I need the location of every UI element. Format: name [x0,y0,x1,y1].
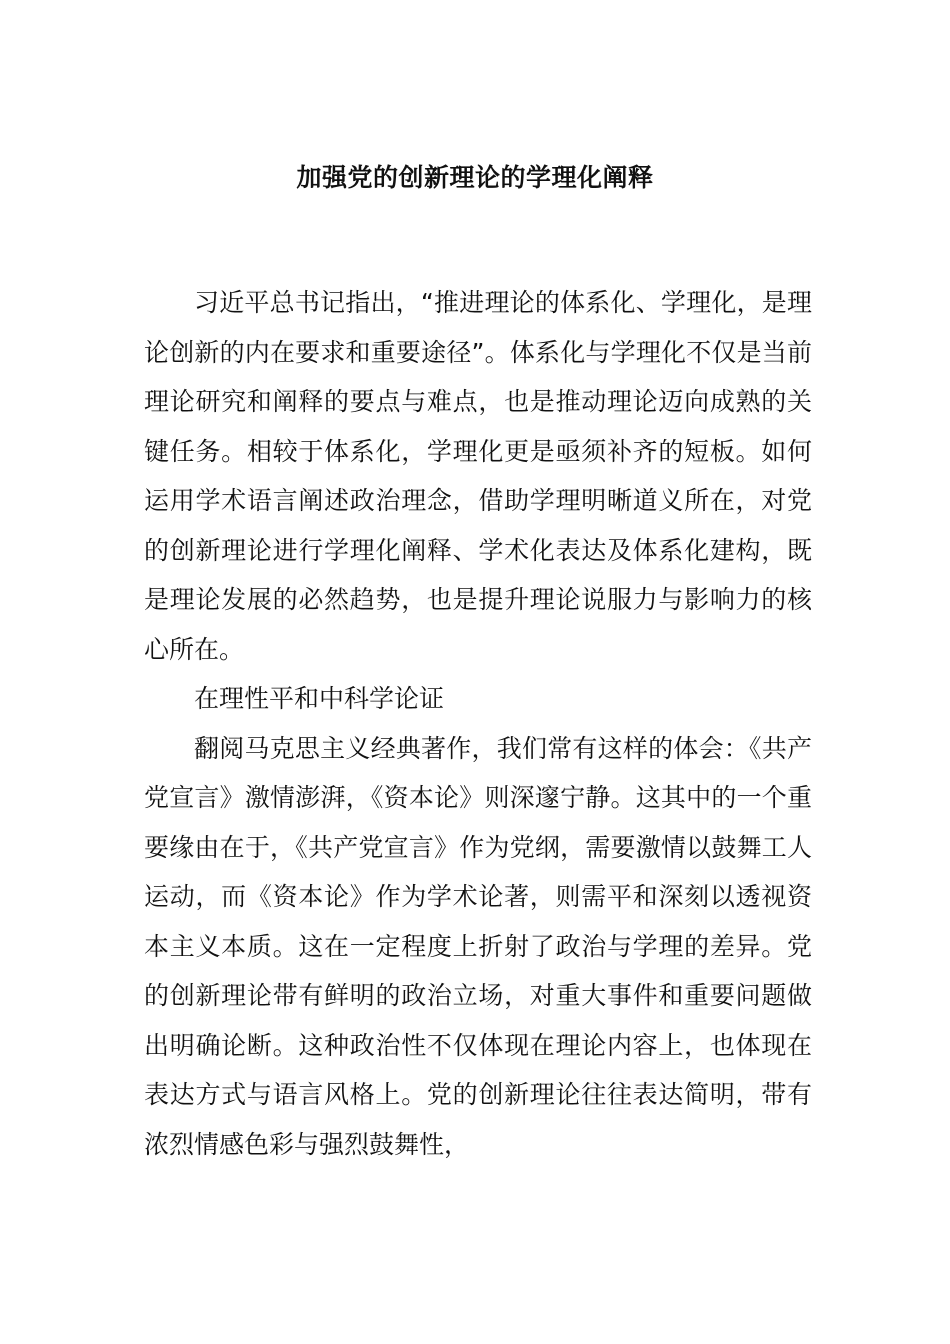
section-heading: 在理性平和中科学论证 [194,684,445,713]
paragraph-section-body: 翻阅马克思主义经典著作，我们常有这样的体会：《共产党宣言》激情澎湃，《资本论》则深邃宁静。这其中的一个重要缘由在于，《共产党宣言》作为党纲，需要激情以鼓舞工人运动，而《资本论》作为学术论著，则需平和深刻以透视资本主义本质。这在一定程度上折射了政治与学理的差异。党的创新理论带有鲜明的政治立场，对重大事件和重要问题做出明确论断。这种政治性不仅体现在理论内容上，也体现在表达方式与语言风格上。党的创新理论往往表达简明，带有浓烈情感色彩与强烈鼓舞性， [144,733,812,1159]
document-body [144,278,812,1169]
paragraph-intro: 习近平总书记指出，“推进理论的体系化、学理化，是理论创新的内在要求和重要途径”。体系化与学理化不仅是当前理论研究和阐释的要点与难点，也是推动理论迈向成熟的关键任务。相较于体系化，学理化更是亟须补齐的短板。如何运用学术语言阐述政治理念，借助学理明晰道义所在，对党的创新理论进行学理化阐释、学术化表达及体系化建构，既是理论发展的必然趋势，也是提升理论说服力与影响力的核心所在。 [144,288,812,664]
document-title: 加强党的创新理论的学理化阐释 [296,163,654,192]
